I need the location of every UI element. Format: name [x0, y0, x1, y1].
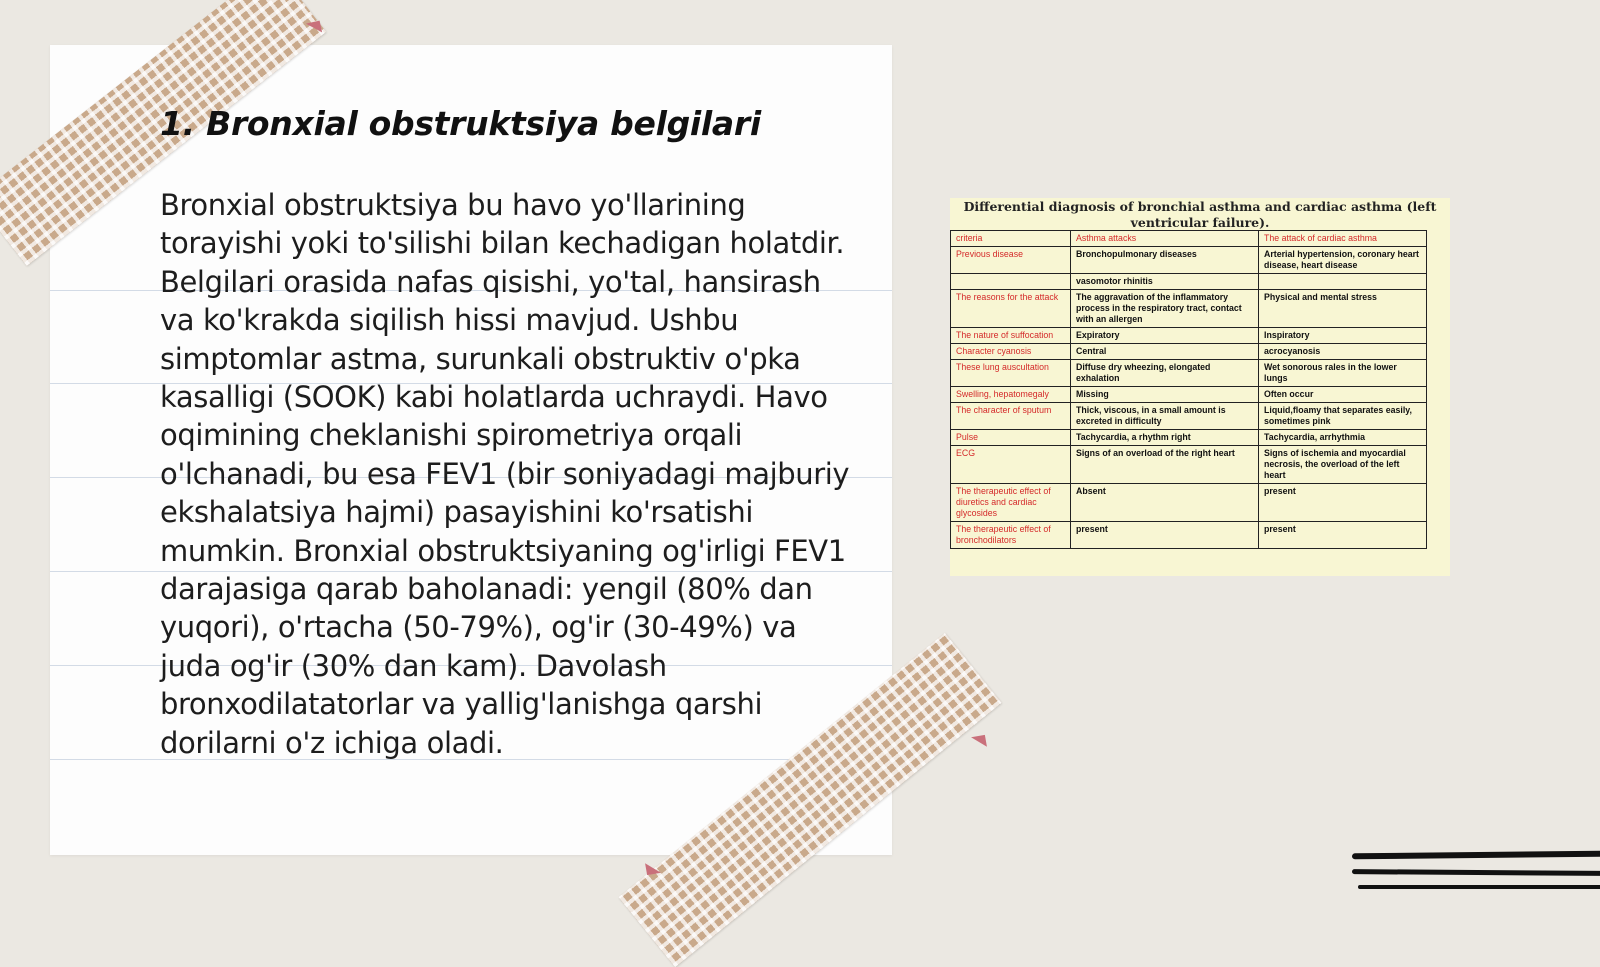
cardiac-asthma-cell: acrocyanosis — [1259, 344, 1427, 360]
table-row — [951, 290, 1427, 328]
table-row — [951, 446, 1427, 484]
criteria-cell: The character of sputum — [951, 403, 1071, 430]
asthma-cell: Expiratory — [1071, 328, 1259, 344]
criteria-cell: criteria — [951, 231, 1071, 247]
table-row — [951, 522, 1427, 549]
table-row — [951, 360, 1427, 387]
table-row — [951, 274, 1427, 290]
asthma-cell: Absent — [1071, 484, 1259, 522]
table-row — [951, 344, 1427, 360]
criteria-cell: The nature of suffocation — [951, 328, 1071, 344]
cardiac-asthma-cell: present — [1259, 522, 1427, 549]
cardiac-asthma-cell: Wet sonorous rales in the lower lungs — [1259, 360, 1427, 387]
asthma-cell: Bronchopulmonary diseases — [1071, 247, 1259, 274]
brush-stroke — [1352, 851, 1600, 860]
slide-title: 1. Bronxial obstruktsiya belgilari — [160, 104, 761, 143]
cardiac-asthma-cell: Liquid,floamy that separates easily, sometimes pink — [1259, 403, 1427, 430]
diagnosis-table — [950, 230, 1427, 549]
table-header-row — [951, 231, 1427, 247]
brush-stroke — [1358, 885, 1600, 889]
criteria-cell: Character cyanosis — [951, 344, 1071, 360]
table-row — [951, 484, 1427, 522]
criteria-cell: The reasons for the attack — [951, 290, 1071, 328]
asthma-cell: Tachycardia, a rhythm right — [1071, 430, 1259, 446]
criteria-cell — [951, 274, 1071, 290]
criteria-cell: ECG — [951, 446, 1071, 484]
differential-diagnosis-figure — [950, 198, 1450, 576]
asthma-cell: Thick, viscous, in a small amount is excreted in difficulty — [1071, 403, 1259, 430]
slide-body-text: Bronxial obstruktsiya bu havo yo'llarining torayishi yoki to'silishi bilan kechadigan holatdir. Belgilari orasida nafas qisishi, yo'tal, hansirash va ko'krakda siqilish hissi mavjud. Ushbu simptomlar astma, surunkali obstruktiv o'pka kasalligi (SOOK) kabi holatlarda uchraydi. Havo oqimining cheklanishi spirometriya orqali o'lchanadi, bu esa FEV1 (bir soniyadagi majburiy ekshalatsiya hajmi) pasayishini ko'rsatishi mumkin. Bronxial obstruktsiyaning og'irligi FEV1 darajasiga qarab baholanadi: yengil (80% dan yuqori), o'rtacha (50-79%), og'ir (30-49%) va juda og'ir (30% dan kam). Davolash bronxodilatatorlar va yallig'lanishga qarshi dorilarni o'z ichiga oladi. — [160, 188, 850, 760]
criteria-cell: Swelling, hepatomegaly — [951, 387, 1071, 403]
asthma-cell: Signs of an overload of the right heart — [1071, 446, 1259, 484]
cardiac-asthma-cell: present — [1259, 484, 1427, 522]
criteria-cell: The therapeutic effect of diuretics and cardiac glycosides — [951, 484, 1071, 522]
tape-tip — [645, 861, 661, 875]
asthma-cell: Central — [1071, 344, 1259, 360]
asthma-cell: present — [1071, 522, 1259, 549]
brush-stroke — [1352, 869, 1600, 876]
cardiac-asthma-cell — [1259, 274, 1427, 290]
asthma-cell: Asthma attacks — [1071, 231, 1259, 247]
cardiac-asthma-cell: Signs of ischemia and myocardial necrosis, the overload of the left heart — [1259, 446, 1427, 484]
asthma-cell: vasomotor rhinitis — [1071, 274, 1259, 290]
table-row — [951, 403, 1427, 430]
table-row — [951, 247, 1427, 274]
asthma-cell: Diffuse dry wheezing, elongated exhalation — [1071, 360, 1259, 387]
tape-tip — [971, 735, 987, 749]
asthma-cell: Missing — [1071, 387, 1259, 403]
criteria-cell: These lung auscultation — [951, 360, 1071, 387]
table-row — [951, 387, 1427, 403]
figure-title: Differential diagnosis of bronchial asthma and cardiac asthma (left ventricular failure). — [963, 199, 1437, 230]
cardiac-asthma-cell: The attack of cardiac asthma — [1259, 231, 1427, 247]
criteria-cell: Pulse — [951, 430, 1071, 446]
cardiac-asthma-cell: Often occur — [1259, 387, 1427, 403]
cardiac-asthma-cell: Tachycardia, arrhythmia — [1259, 430, 1427, 446]
criteria-cell: Previous disease — [951, 247, 1071, 274]
cardiac-asthma-cell: Arterial hypertension, coronary heart disease, heart disease — [1259, 247, 1427, 274]
cardiac-asthma-cell: Physical and mental stress — [1259, 290, 1427, 328]
asthma-cell: The aggravation of the inflammatory process in the respiratory tract, contact with an allergen — [1071, 290, 1259, 328]
criteria-cell: The therapeutic effect of bronchodilators — [951, 522, 1071, 549]
table-row — [951, 430, 1427, 446]
table-row — [951, 328, 1427, 344]
cardiac-asthma-cell: Inspiratory — [1259, 328, 1427, 344]
